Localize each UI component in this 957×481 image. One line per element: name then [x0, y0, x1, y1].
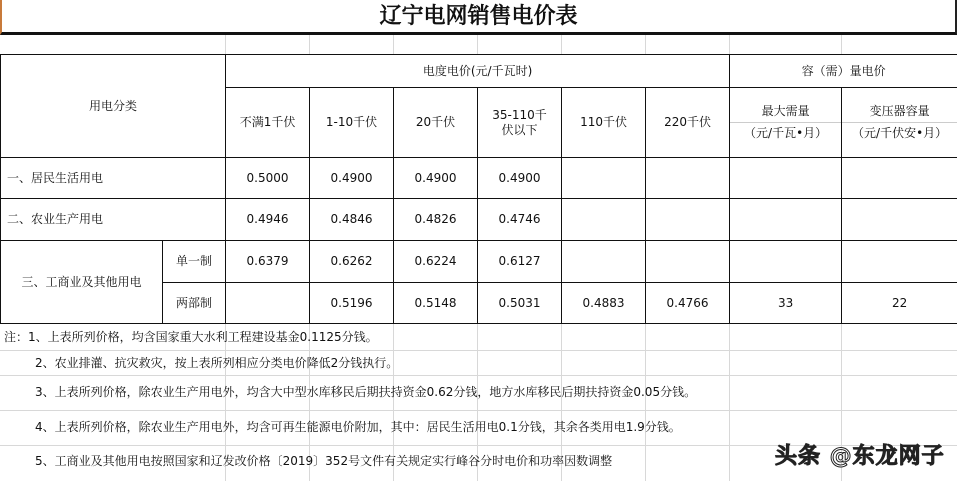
cell: 0.6379: [226, 241, 310, 283]
cell: 0.4883: [562, 283, 646, 324]
header-voltage: 110千伏: [562, 88, 646, 158]
cell: [842, 241, 957, 283]
max-demand-unit: （元/千瓦•月）: [744, 126, 828, 140]
cell: 0.5148: [394, 283, 478, 324]
cell: [730, 241, 842, 283]
cell: 0.6262: [310, 241, 394, 283]
note-3: 3、上表所列价格，除农业生产用电外，均含大中型水库移民后期扶持资金0.62分钱，地方水库移民后期扶持资金0.05分钱。: [35, 385, 697, 399]
cell: 0.4900: [394, 158, 478, 199]
note-5: 5、工商业及其他用电按照国家和辽发改价格〔2019〕352号文件有关规定实行峰谷分时电价和功率因数调整: [35, 454, 613, 468]
header-energy-price: 电度电价(元/千瓦时): [226, 55, 730, 88]
cell: [730, 158, 842, 199]
header-transformer: [842, 88, 957, 158]
cell: [842, 158, 957, 199]
cell: [562, 199, 646, 241]
cell: 0.4746: [478, 199, 562, 241]
transformer-label: 变压器容量: [842, 104, 957, 123]
cell: [562, 158, 646, 199]
page-title: 辽宁电网销售电价表: [0, 0, 957, 35]
note-2: 2、农业排灌、抗灾救灾，按上表所列相应分类电价降低2分钱执行。: [35, 356, 399, 370]
table-row: [1, 199, 957, 241]
header-capacity-price: 容（需）量电价: [730, 55, 957, 88]
header-voltage: 20千伏: [394, 88, 478, 158]
cell: 22: [842, 283, 957, 324]
header-voltage: 1-10千伏: [310, 88, 394, 158]
row-label: 二、农业生产用电: [1, 199, 226, 241]
cell: 0.4900: [310, 158, 394, 199]
max-demand-label: 最大需量: [730, 104, 841, 123]
header-voltage: 220千伏: [646, 88, 730, 158]
row-label: 一、居民生活用电: [1, 158, 226, 199]
cell: 0.5000: [226, 158, 310, 199]
header-category: 用电分类: [1, 55, 226, 158]
cell: [562, 241, 646, 283]
cell: 0.6224: [394, 241, 478, 283]
table-row: [1, 241, 957, 283]
cell: [226, 283, 310, 324]
cell: 0.4846: [310, 199, 394, 241]
header-voltage: 不满1千伏: [226, 88, 310, 158]
note-1: 注：1、上表所列价格，均含国家重大水利工程建设基金0.1125分钱。: [4, 330, 378, 344]
cell: 0.4900: [478, 158, 562, 199]
cell: 0.4826: [394, 199, 478, 241]
cell: [730, 199, 842, 241]
cell: 0.4946: [226, 199, 310, 241]
row-label: 三、工商业及其他用电: [1, 241, 163, 324]
cell: [646, 199, 730, 241]
row-sublabel: 两部制: [163, 283, 226, 324]
transformer-unit: （元/千伏安•月）: [852, 126, 948, 140]
cell: 0.5031: [478, 283, 562, 324]
cell: [646, 241, 730, 283]
cell: 0.6127: [478, 241, 562, 283]
row-sublabel: 单一制: [163, 241, 226, 283]
cell: [646, 158, 730, 199]
table-row: [1, 158, 957, 199]
cell: [842, 199, 957, 241]
note-4: 4、上表所列价格，除农业生产用电外，均含可再生能源电价附加，其中：居民生活用电0.1分钱，其余各类用电1.9分钱。: [35, 420, 681, 434]
cell: 33: [730, 283, 842, 324]
header-max-demand: [730, 88, 842, 158]
price-table: [0, 54, 957, 324]
cell: 0.5196: [310, 283, 394, 324]
cell: 0.4766: [646, 283, 730, 324]
header-voltage: 35-110千伏以下: [478, 88, 562, 158]
watermark: 头条 @东龙网子: [775, 444, 945, 469]
